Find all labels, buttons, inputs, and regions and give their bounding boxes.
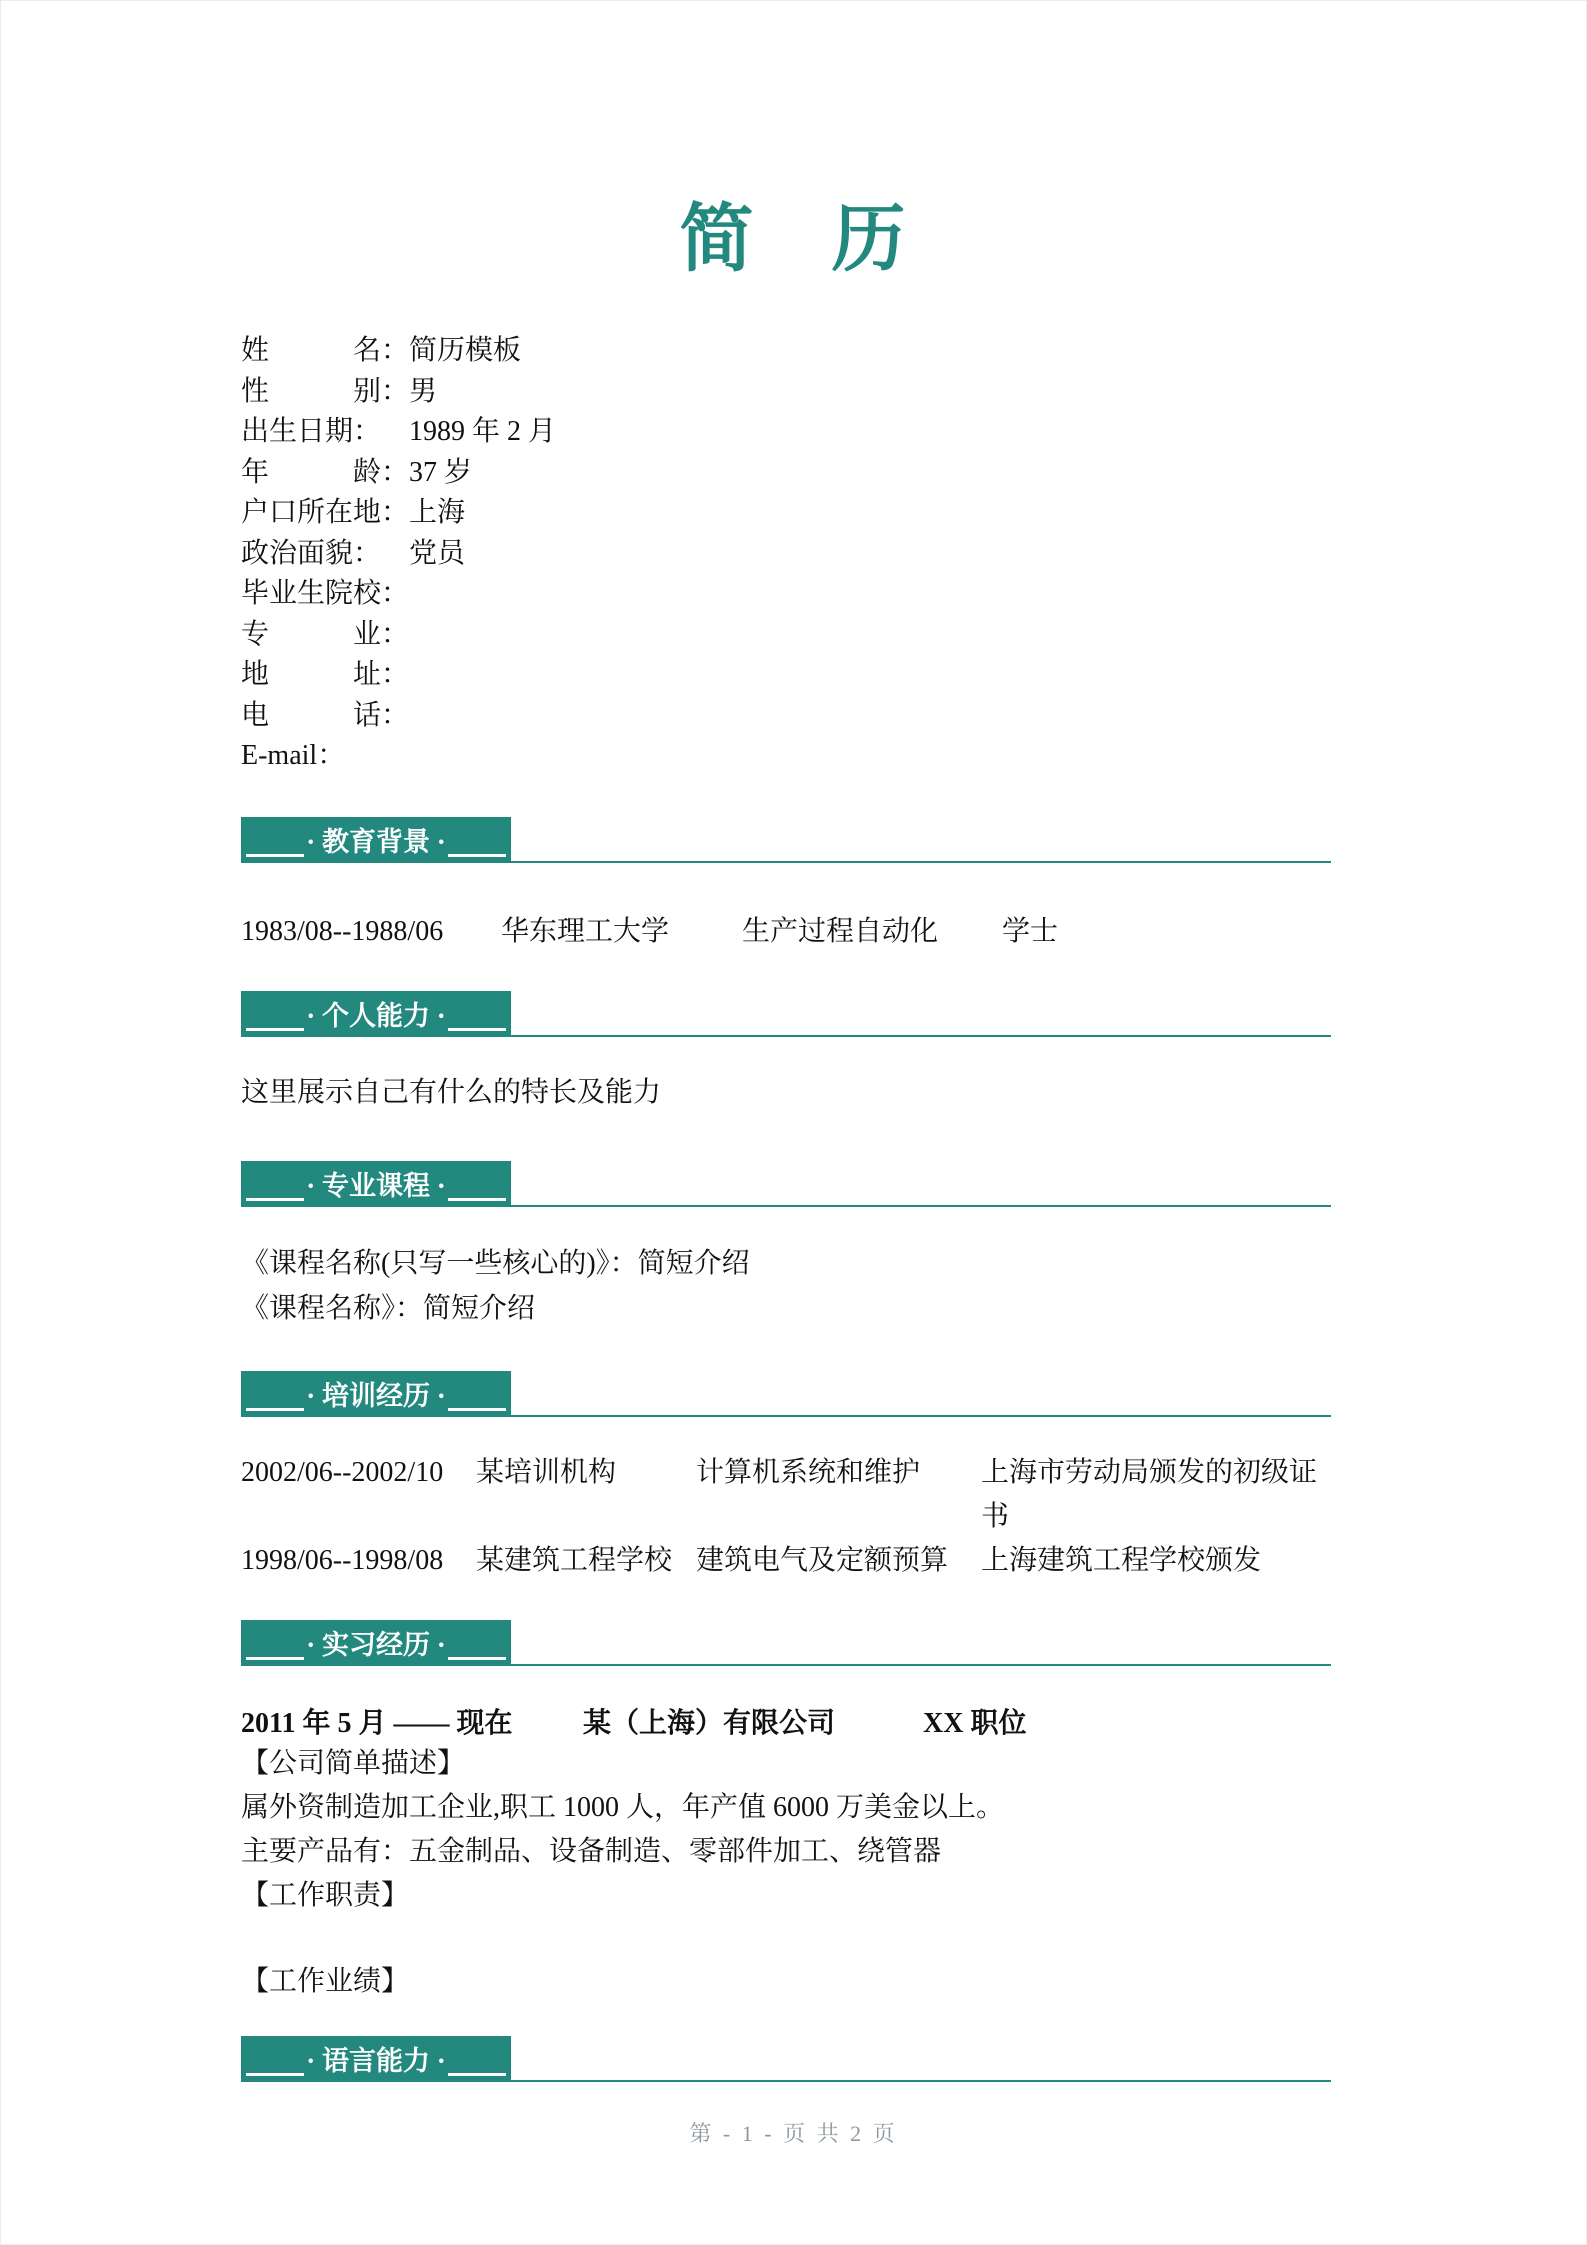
info-row-birthdate bbox=[241, 412, 1341, 453]
info-label: 姓 名： bbox=[241, 335, 410, 366]
info-value: 男 bbox=[409, 375, 438, 407]
language-title: · 语言能力 · bbox=[306, 2046, 446, 2076]
training-org: 某建筑工程学校 bbox=[476, 1544, 673, 1576]
info-row-email bbox=[241, 736, 1341, 777]
company-desc-line1: 属外资制造加工企业,职工 1000 人，年产值 6000 万美金以上。 bbox=[241, 1791, 1005, 1823]
education-row bbox=[241, 915, 1341, 949]
info-row-gender bbox=[241, 372, 1341, 413]
info-row-residence bbox=[241, 493, 1341, 534]
info-label: 户口所在地： bbox=[241, 497, 410, 528]
info-row-political-status bbox=[241, 534, 1341, 575]
info-row-school bbox=[241, 574, 1341, 615]
section-rule bbox=[511, 1035, 1331, 1037]
info-label: 地 址： bbox=[241, 659, 410, 690]
section-header-ability bbox=[241, 991, 1331, 1037]
info-value: 简历模板 bbox=[409, 335, 522, 366]
course-row: 《课程名称》：简短介绍 bbox=[241, 1292, 536, 1324]
section-rule bbox=[511, 1664, 1331, 1666]
section-rule bbox=[511, 1415, 1331, 1417]
section-rule bbox=[511, 861, 1331, 863]
section-header-courses bbox=[241, 1161, 1331, 1207]
info-value: 上海 bbox=[409, 497, 466, 528]
work-header-row bbox=[241, 1706, 1341, 1742]
info-label: 政治面貌： bbox=[241, 537, 382, 569]
education-school: 华东理工大学 bbox=[501, 915, 670, 947]
company-desc-label: 【公司简单描述】 bbox=[241, 1747, 466, 1779]
ability-title-badge bbox=[241, 991, 511, 1037]
resume-content bbox=[241, 331, 1341, 2082]
info-row-major bbox=[241, 615, 1341, 656]
company-desc-line2: 主要产品有：五金制品、设备制造、零部件加工、绕管器 bbox=[241, 1835, 942, 1867]
info-label: 性 别： bbox=[241, 375, 410, 407]
education-title: · 教育背景 · bbox=[306, 827, 446, 857]
training-course: 建筑电气及定额预算 bbox=[696, 1544, 949, 1576]
training-course: 计算机系统和维护 bbox=[696, 1456, 921, 1488]
section-header-language bbox=[241, 2036, 1331, 2082]
courses-block bbox=[241, 1241, 1341, 1331]
courses-title-badge bbox=[241, 1161, 511, 1207]
internship-title: · 实习经历 · bbox=[306, 1630, 446, 1660]
internship-title-badge bbox=[241, 1620, 511, 1666]
education-title-badge bbox=[241, 817, 511, 863]
training-cert: 上海市劳动局颁发的初级证书 bbox=[981, 1456, 1318, 1532]
info-value: 党员 bbox=[409, 537, 466, 569]
work-duty-label: 【工作职责】 bbox=[241, 1879, 410, 1911]
ability-title: · 个人能力 · bbox=[306, 1001, 446, 1031]
info-label: 年 龄： bbox=[241, 456, 410, 488]
education-period: 1983/08--1988/06 bbox=[241, 915, 444, 947]
info-value: 1989 年 2 月 bbox=[409, 416, 557, 447]
section-header-training bbox=[241, 1371, 1331, 1417]
document-title: 简 历 bbox=[679, 199, 908, 281]
training-row bbox=[241, 1539, 1341, 1583]
work-company: 某（上海）有限公司 bbox=[583, 1707, 836, 1739]
section-header-education bbox=[241, 817, 1331, 863]
education-major: 生产过程自动化 bbox=[742, 915, 939, 947]
course-row: 《课程名称(只写一些核心的)》：简短介绍 bbox=[241, 1247, 750, 1279]
training-title-badge bbox=[241, 1371, 511, 1417]
page-footer: 第 - 1 - 页 共 2 页 bbox=[689, 2120, 898, 2146]
training-cert: 上海建筑工程学校颁发 bbox=[981, 1544, 1262, 1576]
section-rule bbox=[511, 1205, 1331, 1207]
training-row bbox=[241, 1451, 1341, 1539]
training-org: 某培训机构 bbox=[476, 1456, 617, 1488]
info-label: 专 业： bbox=[241, 618, 410, 650]
language-title-badge bbox=[241, 2036, 511, 2082]
info-label: 电 话： bbox=[241, 699, 410, 731]
work-achievement-label: 【工作业绩】 bbox=[241, 1965, 410, 1997]
section-header-internship bbox=[241, 1620, 1331, 1666]
section-rule bbox=[511, 2080, 1331, 2082]
training-block bbox=[241, 1451, 1341, 1583]
info-label: E-mail： bbox=[241, 740, 346, 771]
education-degree: 学士 bbox=[1002, 915, 1059, 947]
info-row-phone bbox=[241, 696, 1341, 737]
training-period: 1998/06--1998/08 bbox=[241, 1544, 444, 1576]
training-title: · 培训经历 · bbox=[306, 1381, 446, 1411]
training-period: 2002/06--2002/10 bbox=[241, 1456, 444, 1488]
courses-title: · 专业课程 · bbox=[306, 1171, 446, 1201]
info-value: 37 岁 bbox=[409, 456, 473, 488]
info-label: 毕业生院校： bbox=[241, 578, 410, 609]
personal-info-block bbox=[241, 331, 1341, 777]
info-row-name bbox=[241, 331, 1341, 372]
info-row-address bbox=[241, 655, 1341, 696]
info-row-age bbox=[241, 453, 1341, 494]
work-position: XX 职位 bbox=[923, 1707, 1027, 1739]
ability-text: 这里展示自己有什么的特长及能力 bbox=[241, 1076, 662, 1108]
work-period: 2011 年 5 月 —— 现在 bbox=[241, 1707, 513, 1739]
info-label: 出生日期： bbox=[241, 416, 382, 447]
